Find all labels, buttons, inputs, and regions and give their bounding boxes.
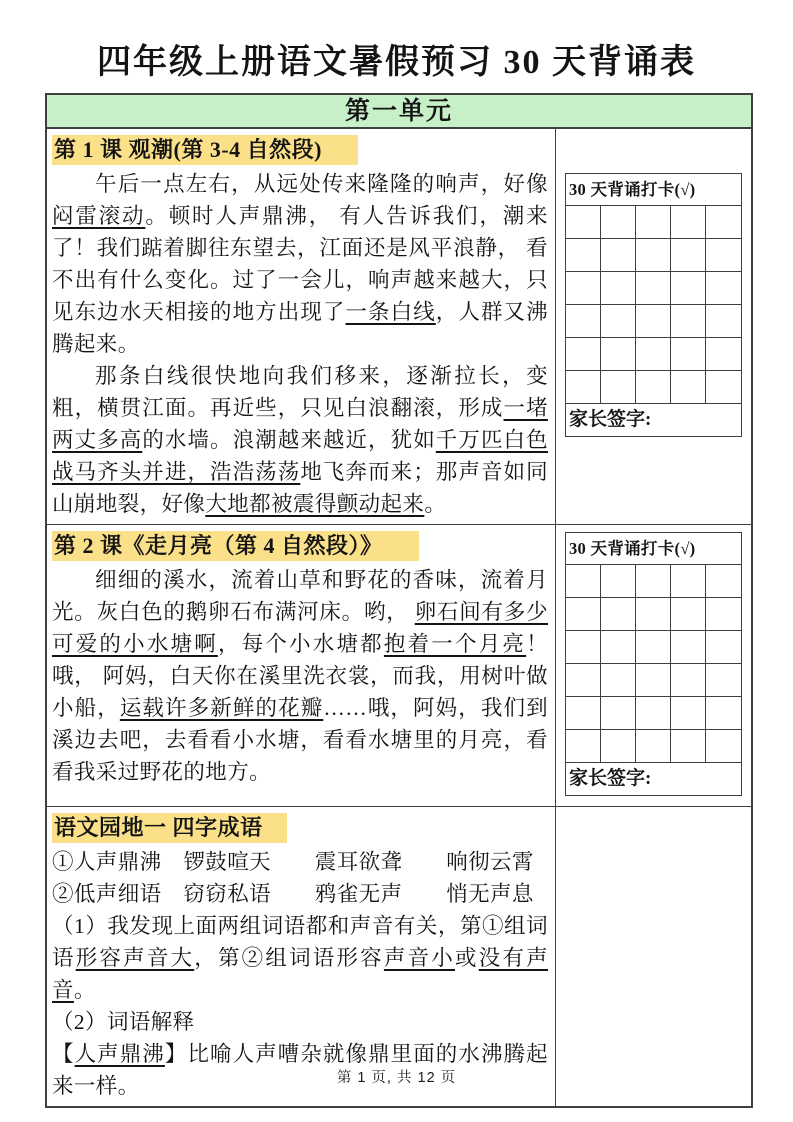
punch-grid-cell [671, 206, 706, 239]
lesson-1-heading-highlight: 第 1 课 观潮(第 3-4 自然段) [52, 135, 358, 165]
underlined-text: 一堵两丈多高 [52, 396, 548, 452]
punch-grid-cell [566, 239, 601, 272]
punch-card [565, 173, 742, 437]
punch-grid-cell [706, 664, 741, 697]
garden-heading [52, 813, 548, 843]
underlined-text: 人声鼎沸 [74, 1042, 165, 1066]
punch-grid-cell [671, 371, 706, 404]
punch-grid-cell [601, 371, 636, 404]
punch-card-header: 30 天背诵打卡(√) [566, 533, 741, 565]
underlined-text: 一条白线 [345, 300, 436, 324]
garden-idiom-line: ②低声细语 窃窃私语 鸦雀无声 悄无声息 [52, 882, 534, 906]
punch-grid-cell [636, 664, 671, 697]
table-row-garden [47, 806, 751, 1106]
punch-grid-cell [601, 664, 636, 697]
punch-grid-cell [601, 631, 636, 664]
parent-signature-label: 家长签字: [569, 409, 652, 430]
punch-grid-cell [566, 272, 601, 305]
garden-heading-highlight: 语文园地一 四字成语 [52, 813, 287, 843]
punch-grid-cell [566, 730, 601, 763]
table-row-lesson-2 [47, 524, 751, 806]
lesson-1-text-cell [47, 129, 556, 524]
punch-grid-cell [706, 239, 741, 272]
punch-grid-cell [601, 272, 636, 305]
punch-grid-cell [671, 697, 706, 730]
lesson-2-paragraph: 细细的溪水，流着山草和野花的香味，流着月光。灰白色的鹅卵石布满河床。哟， 卵石间有多少可爱的小水塘啊，每个小水塘都抱着一个月亮！ 哦， 阿妈，白天你在溪里洗衣裳，而我，用树叶做小船，运载许多新鲜的花瓣……哦，阿妈，我们到溪边去吧，去看看小水塘，看看水塘里的月亮，看看我采过野花的地方。 [52, 568, 549, 784]
underlined-text: 抱着一个月亮 [383, 632, 527, 656]
punch-grid-cell [636, 206, 671, 239]
punch-grid-cell [601, 239, 636, 272]
underlined-text: 卵石间有多少可爱的小水塘啊 [52, 600, 548, 656]
punch-grid-cell [636, 239, 671, 272]
underlined-text: 闷雷滚动 [52, 204, 146, 228]
punch-card-grid [566, 206, 741, 404]
punch-grid-cell [706, 598, 741, 631]
punch-grid-cell [601, 565, 636, 598]
table-row-lesson-1 [47, 129, 751, 524]
underlined-text: 形容声音大 [75, 946, 195, 970]
lesson-2-heading-highlight: 第 2 课《走月亮（第 4 自然段）》 [52, 531, 419, 561]
punch-grid-cell [636, 697, 671, 730]
punch-grid-cell [566, 565, 601, 598]
punch-grid-cell [601, 338, 636, 371]
underlined-text: 声音小 [383, 946, 456, 970]
punch-grid-cell [636, 338, 671, 371]
punch-grid-cell [706, 305, 741, 338]
lesson-1-paragraph: 那条白线很快地向我们移来，逐渐拉长，变粗，横贯江面。再近些，只见白浪翻滚，形成一堵两丈多高的水墙。浪潮越来越近，犹如千万匹白色战马齐头并进，浩浩荡荡地飞奔而来；那声音如同山崩地裂，好像大地都被震得颤动起来。 [52, 364, 549, 516]
punch-grid-cell [671, 338, 706, 371]
lesson-1-paragraph: 午后一点左右，从远处传来隆隆的响声，好像闷雷滚动。顿时人声鼎沸， 有人告诉我们，潮来了！我们踮着脚往东望去，江面还是风平浪静， 看不出有什么变化。过了一会儿，响声越来越大，只见东边水天相接的地方出现了一条白线，人群又沸腾起来。 [52, 172, 548, 356]
punch-grid-cell [671, 664, 706, 697]
punch-grid-cell [566, 371, 601, 404]
punch-grid-cell [706, 338, 741, 371]
punch-grid-cell [566, 664, 601, 697]
garden-note-line: （1）我发现上面两组词语都和声音有关，第①组词语形容声音大，第②组词语形容声音小或没有声音。 [52, 914, 549, 1002]
punch-grid-cell [706, 206, 741, 239]
garden-empty-cell [556, 807, 751, 1106]
underlined-text: 运载许多新鲜的花瓣 [119, 696, 324, 720]
punch-grid-cell [601, 697, 636, 730]
garden-idiom-line: ①人声鼎沸 锣鼓喧天 震耳欲聋 响彻云霄 [52, 850, 534, 874]
page-title: 四年级上册语文暑假预习 30 天背诵表 [97, 44, 696, 81]
page-number-footer: 第 1 页, 共 12 页 [336, 1070, 457, 1086]
punch-grid-cell [671, 305, 706, 338]
punch-grid-cell [566, 338, 601, 371]
lesson-1-punch-cell [556, 129, 751, 524]
punch-card-grid [566, 565, 741, 763]
punch-grid-cell [566, 305, 601, 338]
punch-grid-cell [671, 631, 706, 664]
lesson-2-text-cell [47, 525, 556, 806]
punch-grid-cell [706, 631, 741, 664]
parent-signature-label: 家长签字: [569, 768, 652, 789]
lesson-2-punch-cell [556, 525, 751, 806]
punch-grid-cell [636, 730, 671, 763]
punch-grid-cell [566, 206, 601, 239]
underlined-text: 没有声音 [52, 946, 549, 1002]
punch-grid-cell [671, 730, 706, 763]
punch-grid-cell [671, 598, 706, 631]
lesson-1-heading [52, 135, 548, 165]
garden-note-line: （2）词语解释 [52, 1010, 195, 1034]
punch-grid-cell [636, 371, 671, 404]
punch-grid-cell [671, 272, 706, 305]
punch-grid-cell [601, 598, 636, 631]
punch-grid-cell [706, 371, 741, 404]
punch-grid-cell [706, 565, 741, 598]
punch-grid-cell [671, 565, 706, 598]
punch-card [565, 532, 742, 796]
punch-grid-cell [636, 565, 671, 598]
punch-grid-cell [601, 730, 636, 763]
punch-grid-cell [636, 631, 671, 664]
punch-grid-cell [566, 631, 601, 664]
punch-grid-cell [636, 598, 671, 631]
punch-grid-cell [636, 305, 671, 338]
unit-header: 第一单元 [47, 95, 751, 129]
recitation-table [45, 93, 753, 1108]
underlined-text: 大地都被震得颤动起来 [205, 492, 425, 516]
punch-grid-cell [601, 206, 636, 239]
punch-grid-cell [706, 697, 741, 730]
punch-grid-cell [706, 730, 741, 763]
punch-grid-cell [706, 272, 741, 305]
lesson-2-heading [52, 531, 548, 561]
garden-definition-line: 【人声鼎沸】比喻人声嘈杂就像鼎里面的水沸腾起来一样。 [52, 1042, 548, 1098]
punch-grid-cell [636, 272, 671, 305]
punch-card-header: 30 天背诵打卡(√) [566, 174, 741, 206]
punch-grid-cell [566, 598, 601, 631]
punch-grid-cell [601, 305, 636, 338]
garden-text-cell [47, 807, 556, 1106]
punch-grid-cell [671, 239, 706, 272]
underlined-text: 千万匹白色战马齐头并进，浩浩荡荡 [52, 428, 548, 484]
punch-grid-cell [566, 697, 601, 730]
